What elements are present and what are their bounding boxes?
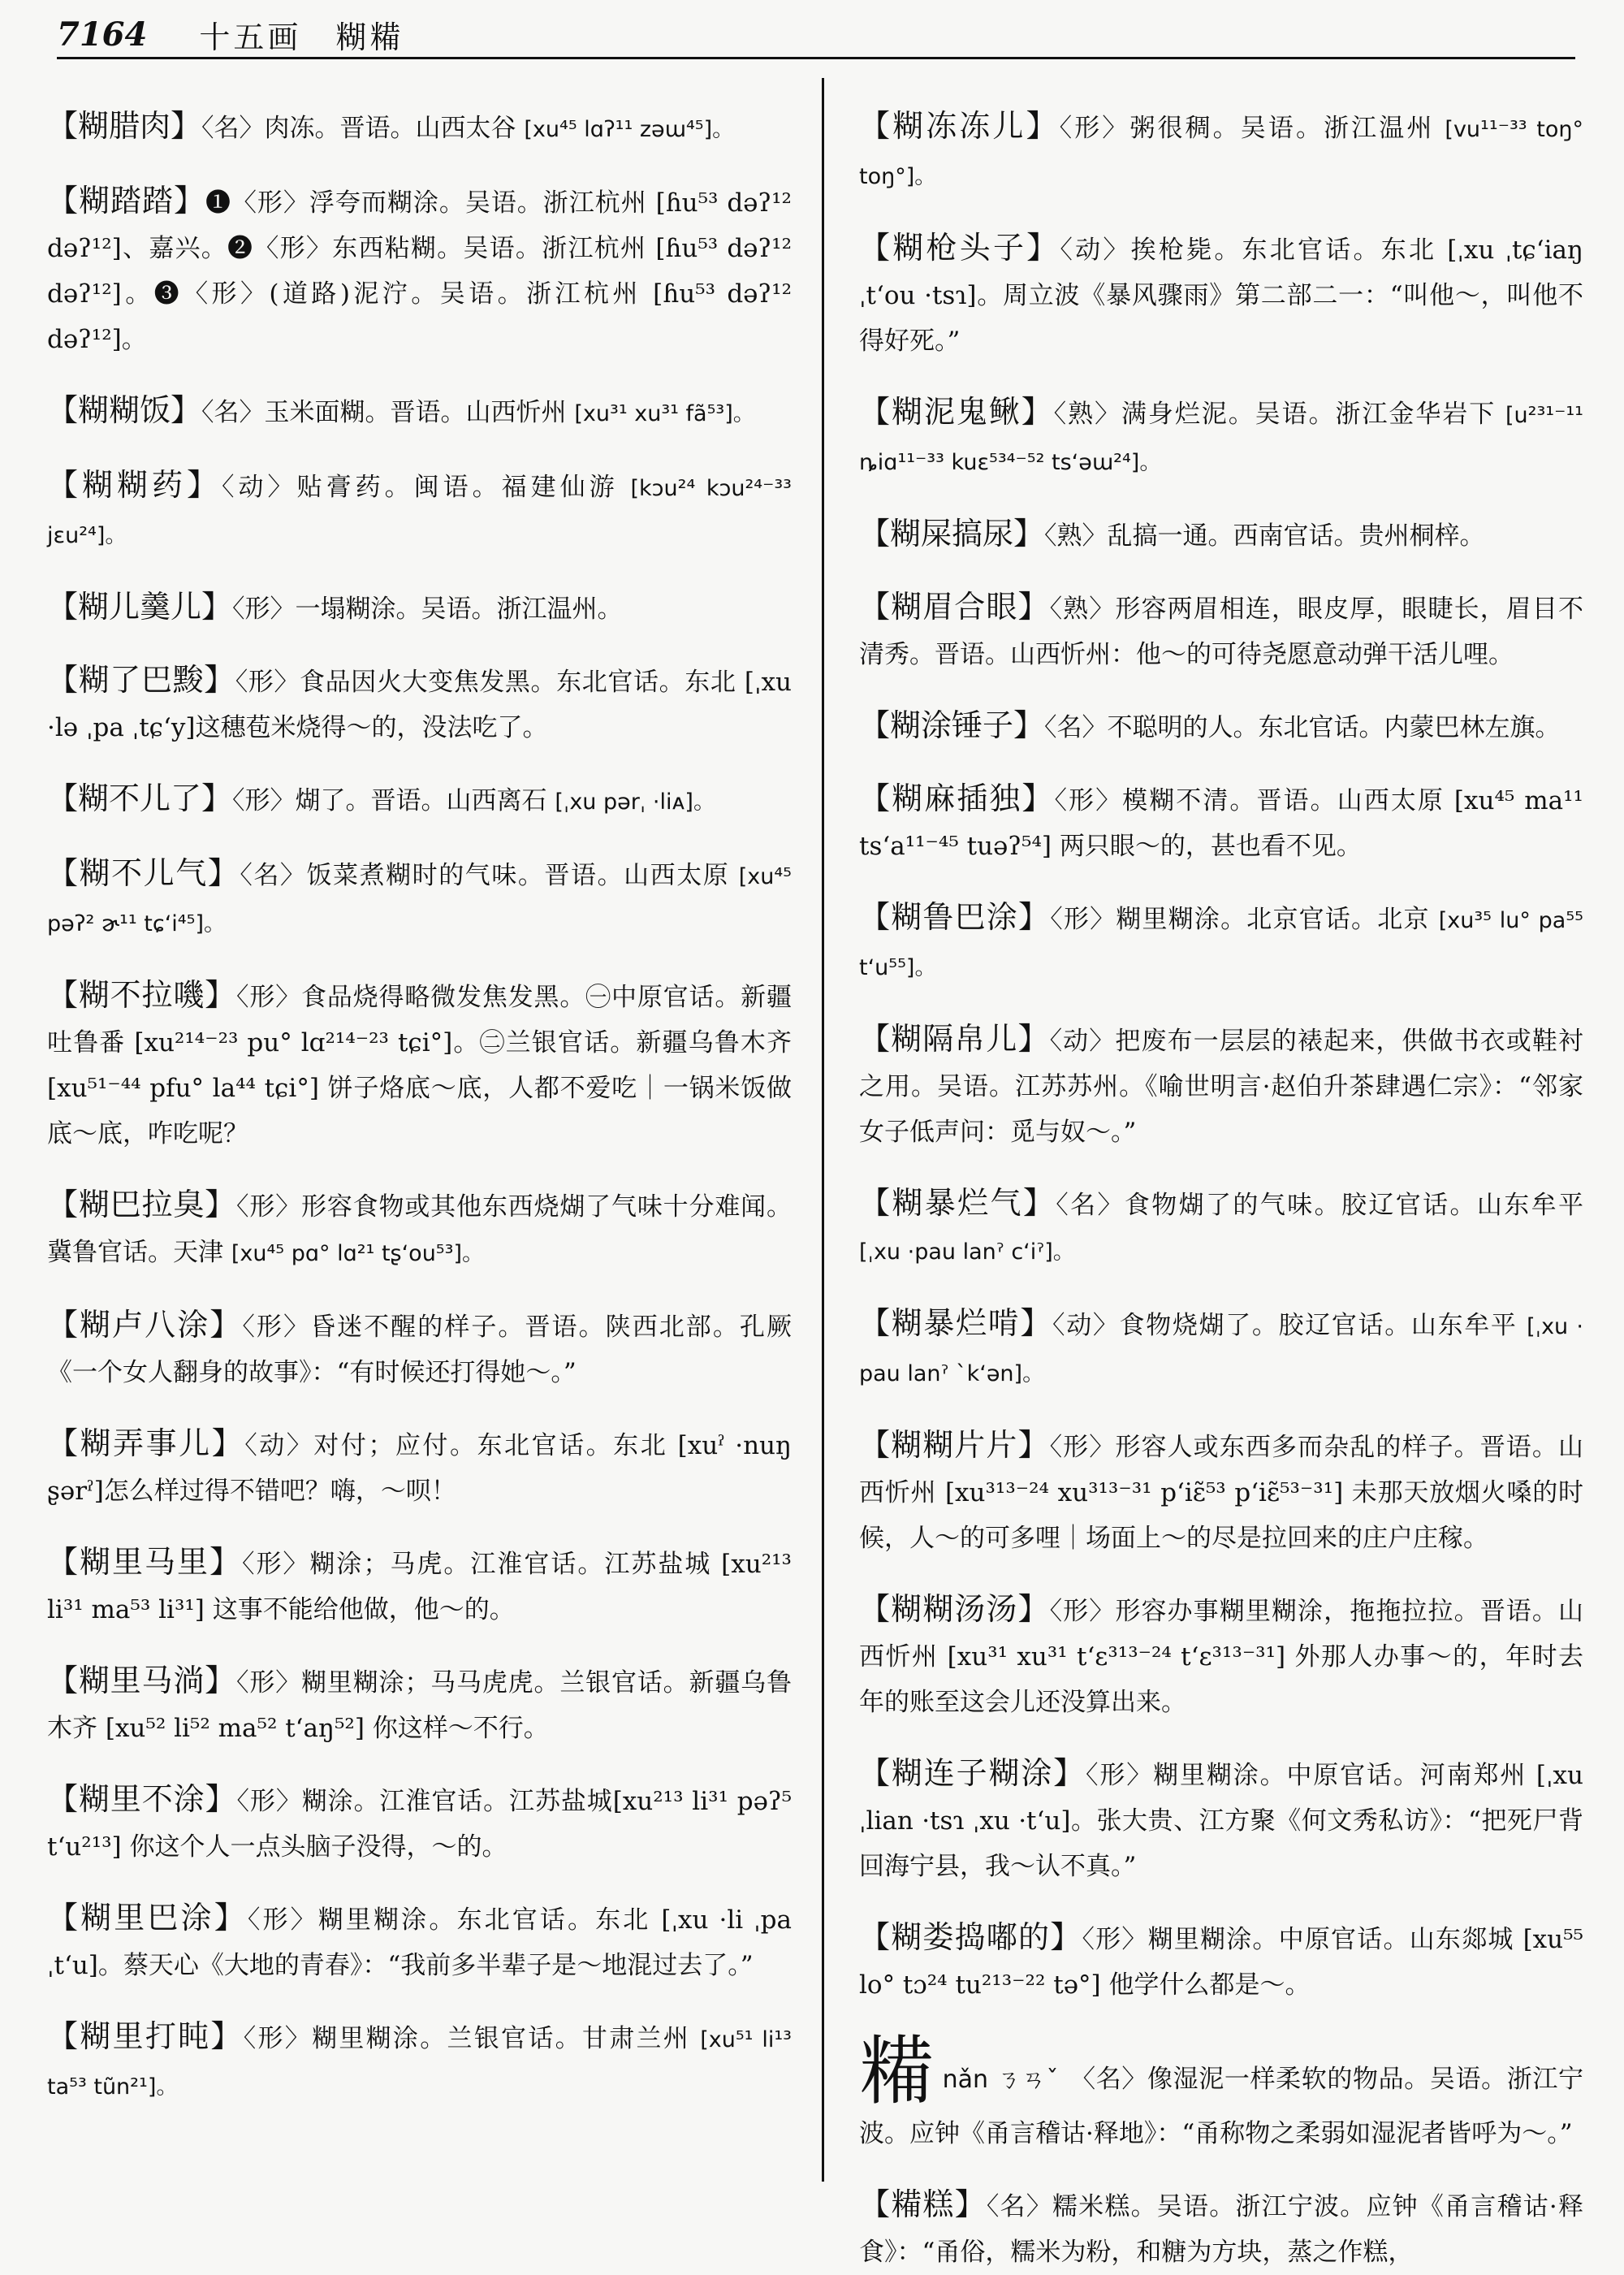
entry-headword: 【糊里巴涂】 xyxy=(47,1900,248,1935)
dictionary-entry xyxy=(853,103,1583,200)
entry-headword: 【糊不儿了】 xyxy=(47,781,233,816)
page-header xyxy=(57,11,1575,59)
dictionary-entry xyxy=(853,776,1583,869)
dictionary-entry xyxy=(41,1539,792,1633)
entry-definition: 〈形〉糊涂；马虎。江淮官话。江苏盐城 [xu²¹³ li³¹ ma⁵³ li³¹] 这事不能给他做，他～的。 xyxy=(47,1550,792,1624)
dictionary-entry xyxy=(853,703,1583,750)
section-title: 十五画 糊糒 xyxy=(199,19,404,55)
entry-phonetic: [u²³¹⁻¹¹ ȵiɑ¹¹⁻³³ kuɛ⁵³⁴⁻⁵² tsʻəɯ²⁴]。 xyxy=(859,403,1583,475)
entry-headword: 【糊里马里】 xyxy=(47,1544,242,1580)
headword-character: 糒 xyxy=(859,2028,935,2115)
dictionary-entry xyxy=(41,1421,792,1514)
entry-definition: 〈形〉糊里糊涂。东北官话。东北 [ˌxu ·li ˌpa ˌtʻu]。蔡天心《大地的青春》：“我前多半辈子是～地混过去了。” xyxy=(47,1905,792,1980)
dictionary-entry xyxy=(41,1776,792,1870)
entry-definition: 〈动〉对付；应付。东北官话。东北 [xuˀ ·nuŋ ʂərˀ]怎么样过得不错吧？嗨，～呗！ xyxy=(47,1431,792,1506)
entry-headword: 【糊腊肉】 xyxy=(47,108,202,144)
left-column xyxy=(41,78,792,2182)
entry-definition: 〈名〉肉冻。晋语。山西太谷 xyxy=(201,114,516,143)
entry-headword: 【糊涂锤子】 xyxy=(859,707,1045,743)
dictionary-entry xyxy=(41,462,792,559)
entry-phonetic: [xu³⁵ lu° pa⁵⁵ tʻu⁵⁵]。 xyxy=(859,908,1583,980)
entry-phonetic: [xu⁴⁵ pɑ° lɑ²¹ tʂʻou⁵³]。 xyxy=(231,1241,484,1266)
entry-phonetic: [xu⁴⁵ lɑʔ¹¹ zəɯ⁴⁵]。 xyxy=(524,117,735,142)
entry-phonetic: [vu¹¹⁻³³ toŋ° toŋ°]。 xyxy=(859,117,1583,189)
entry-phonetic: [ˌxu · pau lanˀ ˋkʻən]。 xyxy=(859,1314,1584,1386)
dictionary-entry xyxy=(41,1182,792,1277)
entry-definition: 〈名〉不聪明的人。东北官话。内蒙巴林左旗。 xyxy=(1044,713,1561,742)
entry-definition: 〈形〉糊里糊涂。兰银官话。甘肃兰州 xyxy=(243,2024,691,2053)
entry-definition: 〈名〉糯米糕。吴语。浙江宁波。应钟《甬言稽诂·释食》：“甬俗，糯米为粉，和糖为方块，蒸之作糕， xyxy=(859,2192,1583,2267)
entry-definition: 〈熟〉乱搞一通。西南官话。贵州桐梓。 xyxy=(1044,521,1485,551)
dictionary-entry xyxy=(41,178,792,362)
dictionary-entry xyxy=(853,584,1583,677)
entry-definition: 〈熟〉满身烂泥。吴语。浙江金华岩下 xyxy=(1053,400,1497,429)
pronunciation: nǎn ㄋㄢˇ xyxy=(942,2065,1060,2094)
dictionary-entry xyxy=(853,1586,1583,1725)
entry-headword: 【糊连子糊涂】 xyxy=(859,1755,1086,1791)
dictionary-entry xyxy=(41,1895,792,1988)
entry-definition: 〈名〉食物煳了的气味。胶辽官话。山东牟平 xyxy=(1056,1191,1583,1220)
dictionary-entry xyxy=(853,1300,1583,1397)
entry-definition: 〈形〉糊里糊涂。北京官话。北京 xyxy=(1050,905,1430,934)
dictionary-entry xyxy=(41,657,792,750)
entry-definition: 〈形〉形容人或东西多而杂乱的样子。晋语。山西忻州 [xu³¹³⁻²⁴ xu³¹³⁻³¹ pʻiɛ̃⁵³ pʻiɛ̃⁵³⁻³¹] 未那天放烟火嗓的时候，人～的可多哩｜场面上～的尽是拉回来的庄户庄稼。 xyxy=(859,1433,1583,1553)
entry-definition: 〈形〉糊里糊涂；马马虎虎。兰银官话。新疆乌鲁木齐 [xu⁵² li⁵² ma⁵² tʻaŋ⁵²] 你这样～不行。 xyxy=(47,1668,792,1743)
entry-definition: 〈形〉糊涂。江淮官话。江苏盐城[xu²¹³ li³¹ pəʔ⁵ tʻu²¹³] 你这个人一点头脑子没得，～的。 xyxy=(47,1787,792,1862)
entry-headword: 【糊暴烂啃】 xyxy=(859,1305,1053,1341)
entry-phonetic: [ˌxu ·pau lanˀ cʻiˀ]。 xyxy=(859,1239,1075,1265)
entry-headword: 【糊不儿气】 xyxy=(47,855,240,891)
entry-phonetic: [ˌxu pərˌ ·liᴀ]。 xyxy=(555,789,715,815)
dictionary-entry xyxy=(41,103,792,153)
dictionary-entry xyxy=(853,1914,1583,2008)
entry-definition: 〈动〉食物烧煳了。胶辽官话。山东牟平 xyxy=(1052,1311,1518,1340)
entry-phonetic: [kɔu²⁴ kɔu²⁴⁻³³ jɛu²⁴]。 xyxy=(47,476,792,548)
entry-headword: 【糊糊药】 xyxy=(47,467,222,503)
entry-definition: 〈动〉挨枪毙。东北官话。东北 [ˌxu ˌtɕʻiaŋ ˌtʻou ·tsɿ]。周立波《暴风骤雨》第二部二一：“叫他～，叫他不得好死。” xyxy=(859,236,1583,356)
entry-headword: 【糊卢八涂】 xyxy=(47,1307,243,1343)
entry-definition: 〈动〉把废布一层层的裱起来，供做书衣或鞋衬之用。吴语。江苏苏州。《喻世明言·赵伯升茶肆遇仁宗》：“邻家女子低声问：觅与奴～。” xyxy=(859,1027,1583,1147)
entry-definition: 〈形〉一塌糊涂。吴语。浙江温州。 xyxy=(232,595,623,624)
dictionary-entry xyxy=(853,511,1583,559)
entry-definition: 〈名〉玉米面糊。晋语。山西忻州 xyxy=(201,398,567,427)
entry-headword: 【糊踏踏】 xyxy=(47,183,205,218)
dictionary-entry xyxy=(41,2013,792,2110)
dictionary-entry xyxy=(41,776,792,825)
entry-definition: 〈形〉食品因火大变焦发黑。东北官话。东北 [ˌxu ·lə ˌpa ˌtɕʻy]这穗苞米烧得～的，没法吃了。 xyxy=(47,668,792,742)
entry-phonetic: [xu⁴⁵ pəʔ² ɚ¹¹ tɕʻi⁴⁵]。 xyxy=(47,864,792,936)
entry-definition: 〈形〉糊里糊涂。中原官话。山东郯城 [xu⁵⁵ lo° tɔ²⁴ tu²¹³⁻²² tə°] 他学什么都是～。 xyxy=(859,1925,1583,2000)
entry-headword: 【糊里不涂】 xyxy=(47,1781,237,1817)
entry-phonetic: [xu⁵¹ li¹³ ta⁵³ tũn²¹]。 xyxy=(47,2027,792,2100)
entry-headword: 【糊娄捣嘟的】 xyxy=(859,1919,1082,1955)
entry-headword: 【糊冻冻儿】 xyxy=(859,108,1060,144)
entry-headword: 【糊里马淌】 xyxy=(47,1663,236,1698)
entry-phonetic: [xu³¹ xu³¹ fã⁵³]。 xyxy=(574,401,755,426)
entry-definition: 〈动〉贴膏药。闽语。福建仙游 xyxy=(222,473,619,502)
dictionary-entry xyxy=(41,584,792,632)
entry-headword: 【糊隔帛儿】 xyxy=(859,1021,1050,1057)
entry-headword: 【糊了巴黢】 xyxy=(47,662,235,698)
entry-definition: 〈形〉模糊不清。晋语。山西太原 [xu⁴⁵ ma¹¹ tsʻa¹¹⁻⁴⁵ tuəʔ⁵⁴] 两只眼～的，甚也看不见。 xyxy=(859,786,1583,861)
entry-definition: 〈形〉形容食物或其他东西烧煳了气味十分难闻。冀鲁官话。天津 xyxy=(47,1192,792,1267)
dictionary-entry xyxy=(41,1302,792,1395)
entry-definition: 〈形〉煳了。晋语。山西离石 xyxy=(232,786,547,815)
dictionary-entry xyxy=(41,1658,792,1751)
entry-headword: 【糊不拉嘰】 xyxy=(47,977,236,1013)
entry-headword: 【糊里打盹】 xyxy=(47,2018,244,2054)
dictionary-entry xyxy=(853,1180,1583,1275)
entry-definition: 〈熟〉形容两眉相连，眼皮厚，眼睫长，眉目不清秀。晋语。山西忻州：他～的可待尧愿意动弹干活儿哩。 xyxy=(859,595,1583,669)
entry-headword: 【糊鲁巴涂】 xyxy=(859,899,1051,935)
entry-definition: 〈形〉糊里糊涂。中原官话。河南郑州 [ˌxu ˌlian ·tsɿ ˌxu ·tʻu]。张大贵、江方聚《何文秀私访》：“把死尸背回海宁县，我～认不真。” xyxy=(859,1761,1583,1881)
dictionary-entry xyxy=(853,1422,1583,1561)
entry-headword: 【糊糊饭】 xyxy=(47,392,202,428)
column-divider xyxy=(822,78,824,2182)
entry-definition: 〈形〉粥很稠。吴语。浙江温州 xyxy=(1059,114,1435,143)
entry-headword: 【糊弄事儿】 xyxy=(47,1425,245,1461)
page-number: 7164 xyxy=(57,15,148,54)
dictionary-entry xyxy=(853,389,1583,486)
entry-headword: 【糊糊汤汤】 xyxy=(859,1591,1050,1627)
right-column xyxy=(853,78,1584,2267)
entry-headword: 【糊屎搞尿】 xyxy=(859,516,1045,551)
dictionary-entry xyxy=(853,225,1583,364)
dictionary-entry xyxy=(41,387,792,437)
entry-headword: 【糊眉合眼】 xyxy=(859,589,1050,625)
entry-headword: 【糊糊片片】 xyxy=(859,1427,1050,1463)
entry-definition: 〈名〉饭菜煮糊时的气味。晋语。山西太原 xyxy=(240,861,730,890)
dictionary-entry xyxy=(853,2028,1583,2156)
entry-definition: 〈形〉形容办事糊里糊涂，拖拖拉拉。晋语。山西忻州 [xu³¹ xu³¹ tʻɛ³¹³⁻²⁴ tʻɛ³¹³⁻³¹] 外那人办事～的，年时去年的账至这会儿还没算出来。 xyxy=(859,1597,1583,1717)
entry-headword: 【糊麻插独】 xyxy=(859,781,1055,816)
dictionary-entry xyxy=(41,972,792,1157)
entry-headword: 【糊暴烂气】 xyxy=(859,1185,1056,1221)
dictionary-entry xyxy=(41,850,792,947)
entry-headword: 【糊巴拉臭】 xyxy=(47,1187,236,1222)
entry-headword: 【糊泥鬼鳅】 xyxy=(859,394,1054,430)
dictionary-entry xyxy=(853,894,1583,991)
entry-definition: 〈形〉昏迷不醒的样子。晋语。陕西北部。孔厥《一个女人翻身的故事》：“有时候还打得她～。” xyxy=(47,1313,792,1387)
entry-definition: 〈名〉像湿泥一样柔软的物品。吴语。浙江宁波。应钟《甬言稽诂·释地》：“甬称物之柔弱如湿泥者皆呼为～。” xyxy=(859,2065,1583,2148)
entry-definition: ❶〈形〉浮夸而糊涂。吴语。浙江杭州 [ɦu⁵³ dəʔ¹² dəʔ¹²]、嘉兴。❷〈形〉东西粘糊。吴语。浙江杭州 [ɦu⁵³ dəʔ¹² dəʔ¹²]。❸〈形〉(道路)泥泞。吴语。浙江杭州 [ɦu⁵³ dəʔ¹² dəʔ¹²]。 xyxy=(47,188,792,354)
entry-definition: 〈形〉食品烧得略微发焦发黑。㊀中原官话。新疆吐鲁番 [xu²¹⁴⁻²³ pu° lɑ²¹⁴⁻²³ tɕi°]。㊁兰银官话。新疆乌鲁木齐[xu⁵¹⁻⁴⁴ pfu° la⁴⁴ tɕi°] 饼子烙底～底，人都不爱吃｜一锅米饭做底～底，咋吃呢？ xyxy=(47,983,793,1148)
dictionary-entry xyxy=(853,1016,1583,1155)
entry-headword: 【糊儿羹儿】 xyxy=(47,589,233,625)
entry-headword: 【糊枪头子】 xyxy=(859,230,1060,266)
entry-headword: 【糒糕】 xyxy=(859,2186,987,2222)
dictionary-entry xyxy=(853,1750,1583,1889)
dictionary-entry xyxy=(853,2182,1583,2275)
